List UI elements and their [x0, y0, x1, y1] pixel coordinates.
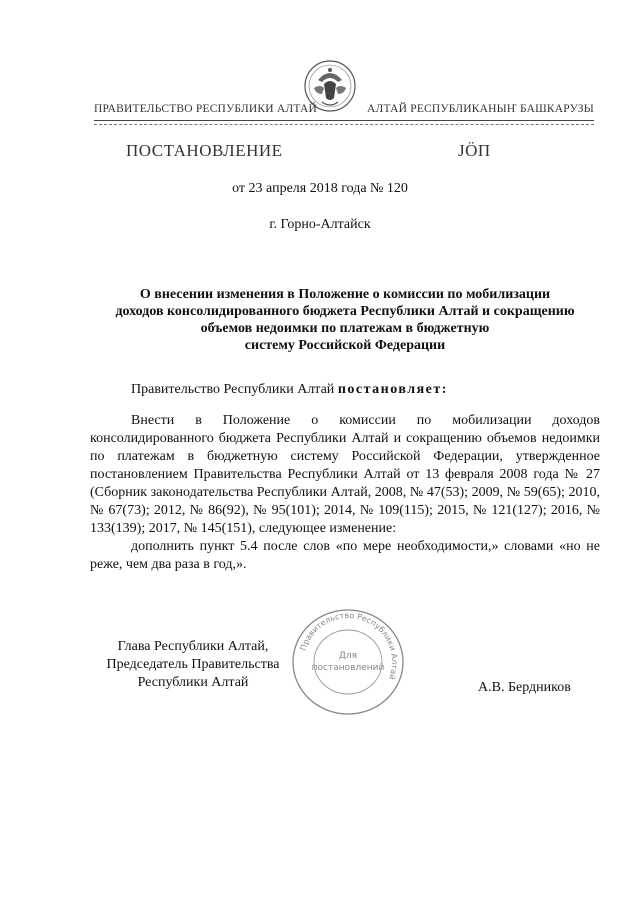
- decree-line: [131, 382, 448, 398]
- stamp-center-line: постановлений: [311, 663, 385, 673]
- decree-verb: постановляет:: [337, 382, 448, 397]
- signer-title-line: Глава Республики Алтай,: [117, 639, 269, 654]
- government-header: [94, 103, 594, 117]
- doc-type-altai: JӦП: [458, 141, 491, 160]
- header-rule-dashed: [94, 124, 594, 125]
- decree-subject: Правительство Республики Алтай: [131, 382, 335, 397]
- document-date: от 23 апреля 2018 года № 120: [232, 181, 408, 196]
- document-city: г. Горно-Алтайск: [269, 217, 371, 232]
- title-line: систему Российской Федерации: [244, 338, 446, 353]
- title-line: доходов консолидированного бюджета Республики Алтай и сокращению: [115, 304, 575, 319]
- gov-name-altai: АЛТАЙ РЕСПУБЛИКАНЫҤ БАШКАРУЗЫ: [367, 103, 594, 115]
- stamp-ring-text: Правительство Республики Алтай: [298, 610, 400, 681]
- body-paragraph: дополнить пункт 5.4 после слов «по мере необходимости,» словами «но не реже, чем два раза в год,».: [90, 539, 600, 572]
- gov-name-russian: ПРАВИТЕЛЬСТВО РЕСПУБЛИКИ АЛТАЙ: [94, 103, 318, 115]
- stamp-center-line: Для: [338, 651, 358, 661]
- signer-title-line: Республики Алтай: [137, 675, 249, 690]
- signer-name: А.В. Бердников: [478, 680, 571, 695]
- header-rule: [94, 120, 594, 121]
- title-line: объемов недоимки по платежам в бюджетную: [200, 321, 490, 336]
- signer-title-line: Председатель Правительства: [106, 657, 280, 672]
- body-paragraph: Внести в Положение о комиссии по мобилизации доходов консолидированного бюджета Республики Алтай и сокращению объемов недоимки по платежам в бюджетную систему Российской Федерации, утвержденное постановлением Правительства Республики Алтай от 13 февраля 2008 года № 27 (Сборник законодательства Республики Алтай, 2008, № 47(53); 2009, № 59(65); 2010, № 67(73); 2012, № 86(92), № 95(101); 2014, № 109(115); 2015, № 121(127); 2016, № 133(139); 2017, № 145(151), следующее изменение:: [90, 413, 600, 536]
- signer-title: [88, 638, 298, 692]
- doc-type-russian: ПОСТАНОВЛЕНИЕ: [126, 141, 283, 160]
- document-body: [90, 412, 600, 574]
- official-stamp-icon: [289, 606, 407, 718]
- document-title: [90, 286, 600, 354]
- title-line: О внесении изменения в Положение о комиссии по мобилизации: [139, 287, 551, 302]
